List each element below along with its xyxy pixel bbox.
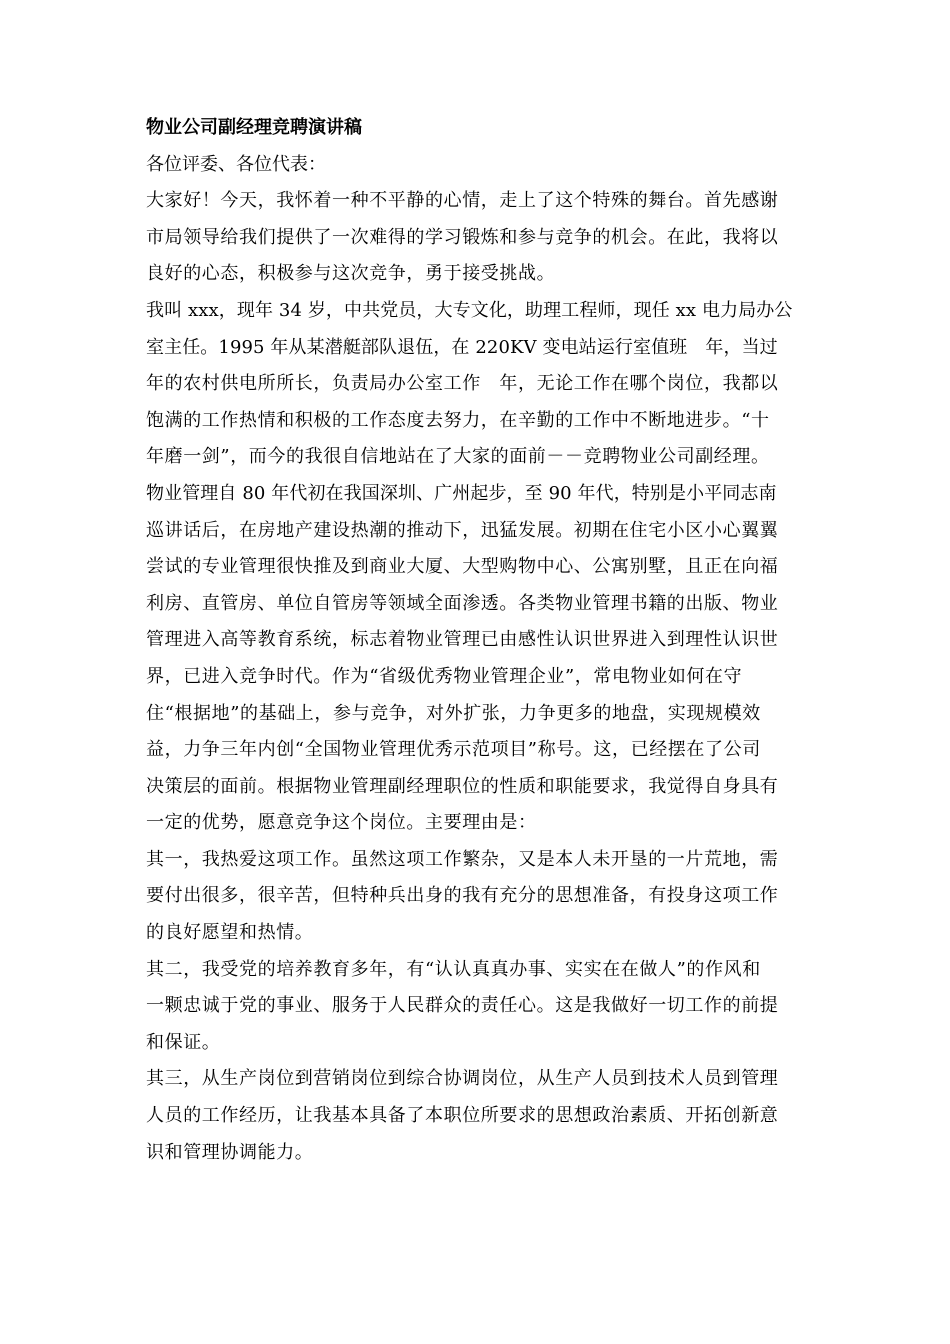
paragraph-line: 饱满的工作热情和积极的工作态度去努力，在辛勤的工作中不断地进步。“十 — [146, 409, 770, 431]
paragraph-reason-two — [146, 952, 808, 1062]
paragraph-line: 物业管理自 80 年代初在我国深圳、广州起步，至 90 年代，特别是小平同志南 — [146, 482, 777, 504]
paragraph-line: 和保证。 — [146, 1031, 221, 1053]
paragraph-line: 大家好！今天，我怀着一种不平静的心情，走上了这个特殊的舞台。首先感谢 — [146, 190, 779, 212]
paragraph-greeting — [146, 183, 808, 293]
paragraph-line: 年磨一剑”，而今的我很自信地站在了大家的面前－－竞聘物业公司副经理。 — [146, 446, 770, 468]
paragraph-line: 一颗忠诚于党的事业、服务于人民群众的责任心。这是我做好一切工作的前提 — [146, 995, 779, 1017]
paragraph-reason-one — [146, 842, 808, 952]
paragraph-line: 管理进入高等教育系统，标志着物业管理已由感性认识世界进入到理性认识世 — [146, 629, 779, 651]
paragraph-line: 一定的优势，愿意竞争这个岗位。主要理由是： — [146, 812, 537, 834]
paragraph-line: 其二，我受党的培养教育多年，有“认认真真办事、实实在在做人”的作风和 — [146, 958, 761, 980]
paragraph-line: 界，已进入竞争时代。作为“省级优秀物业管理企业”，常电物业如何在守 — [146, 665, 743, 687]
paragraph-line: 要付出很多，很辛苦，但特种兵出身的我有充分的思想准备，有投身这项工作 — [146, 885, 779, 907]
paragraph-line: 尝试的专业管理很快推及到商业大厦、大型购物中心、公寓别墅，且正在向福 — [146, 556, 779, 578]
paragraph-self-introduction — [146, 293, 808, 476]
paragraph-line: 利房、直管房、单位自管房等领域全面渗透。各类物业管理书籍的出版、物业 — [146, 592, 779, 614]
paragraph-line: 巡讲话后，在房地产建设热潮的推动下，迅猛发展。初期在住宅小区小心翼翼 — [146, 519, 779, 541]
paragraph-line: 的良好愿望和热情。 — [146, 922, 314, 944]
paragraph-line: 住“根据地”的基础上，参与竞争，对外扩张，力争更多的地盘，实现规模效 — [146, 702, 761, 724]
paragraph-line: 识和管理协调能力。 — [146, 1141, 314, 1163]
paragraph-property-management — [146, 476, 808, 842]
paragraph-line: 决策层的面前。根据物业管理副经理职位的性质和职能要求，我觉得自身具有 — [146, 775, 779, 797]
paragraph-line: 其一，我热爱这项工作。虽然这项工作繁杂，又是本人未开垦的一片荒地，需 — [146, 848, 779, 870]
document-body — [146, 110, 808, 1171]
paragraph-line: 我叫 xxx，现年 34 岁，中共党员，大专文化，助理工程师，现任 xx 电力局办公 — [146, 299, 793, 321]
paragraph-line: 其三，从生产岗位到营销岗位到综合协调岗位，从生产人员到技术人员到管理 — [146, 1068, 779, 1090]
paragraph-line: 益，力争三年内创“全国物业管理优秀示范项目”称号。这，已经摆在了公司 — [146, 739, 761, 761]
paragraph-line: 室主任。1995 年从某潜艇部队退伍，在 220KV 变电站运行室值班 年，当过 — [146, 336, 778, 358]
document-title: 物业公司副经理竞聘演讲稿 — [146, 117, 362, 138]
paragraph-line: 良好的心态，积极参与这次竞争，勇于接受挑战。 — [146, 263, 556, 285]
paragraph-line: 人员的工作经历，让我基本具备了本职位所要求的思想政治素质、开拓创新意 — [146, 1105, 779, 1127]
salutation: 各位评委、各位代表： — [146, 153, 326, 175]
paragraph-line: 年的农村供电所所长，负责局办公室工作 年，无论工作在哪个岗位，我都以 — [146, 373, 779, 395]
paragraph-line: 市局领导给我们提供了一次难得的学习锻炼和参与竞争的机会。在此，我将以 — [146, 226, 779, 248]
paragraph-reason-three — [146, 1061, 808, 1171]
